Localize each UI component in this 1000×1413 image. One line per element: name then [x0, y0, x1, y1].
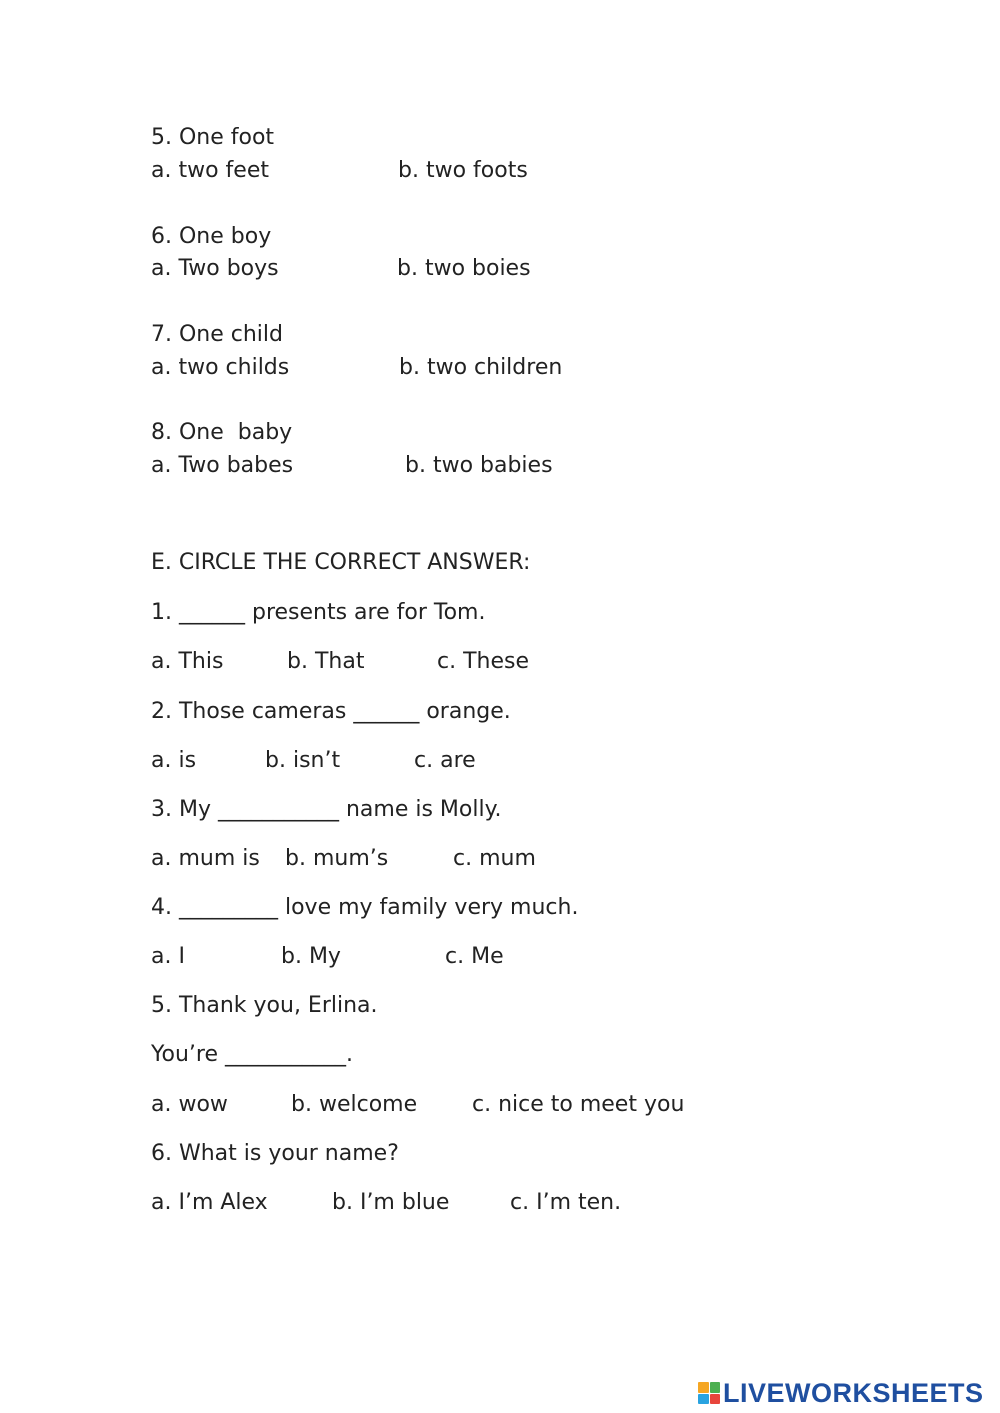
section-e-heading: E. CIRCLE THE CORRECT ANSWER: [151, 550, 531, 575]
e4-option-b[interactable]: b. My [281, 944, 341, 969]
e5-option-b[interactable]: b. welcome [291, 1092, 418, 1117]
question-7-option-b[interactable]: b. two children [399, 355, 563, 380]
question-7-option-a[interactable]: a. two childs [151, 355, 290, 380]
question-8-prompt: 8. One baby [151, 420, 293, 445]
question-5-option-a[interactable]: a. two feet [151, 158, 269, 183]
liveworksheets-logo-icon [698, 1382, 720, 1404]
liveworksheets-brand: LIVEWORKSHEETS [723, 1377, 984, 1408]
e3-option-a[interactable]: a. mum is [151, 846, 260, 871]
question-5-prompt: 5. One foot [151, 125, 275, 150]
e3-option-b[interactable]: b. mum’s [285, 846, 389, 871]
e1-option-c[interactable]: c. These [437, 649, 529, 674]
question-7-prompt: 7. One child [151, 322, 283, 347]
e6-option-c[interactable]: c. I’m ten. [510, 1190, 622, 1215]
question-8-option-a[interactable]: a. Two babes [151, 453, 294, 478]
e-question-2: 2. Those cameras ______ orange. [151, 699, 511, 724]
question-6-prompt: 6. One boy [151, 224, 272, 249]
question-8-option-b[interactable]: b. two babies [405, 453, 553, 478]
e-question-3: 3. My ___________ name is Molly. [151, 797, 502, 822]
e3-option-c[interactable]: c. mum [453, 846, 536, 871]
e-question-4: 4. _________ love my family very much. [151, 895, 579, 920]
e2-option-a[interactable]: a. is [151, 748, 197, 773]
e5-option-c[interactable]: c. nice to meet you [472, 1092, 685, 1117]
e1-option-a[interactable]: a. This [151, 649, 224, 674]
e2-option-b[interactable]: b. isn’t [265, 748, 341, 773]
e-question-1: 1. ______ presents are for Tom. [151, 600, 486, 625]
e-question-5: 5. Thank you, Erlina. [151, 993, 378, 1018]
question-5-option-b[interactable]: b. two foots [398, 158, 528, 183]
e6-option-b[interactable]: b. I’m blue [332, 1190, 450, 1215]
e5-option-a[interactable]: a. wow [151, 1092, 228, 1117]
e4-option-c[interactable]: c. Me [445, 944, 504, 969]
e-question-6: 6. What is your name? [151, 1141, 399, 1166]
e1-option-b[interactable]: b. That [287, 649, 365, 674]
question-6-option-b[interactable]: b. two boies [397, 256, 531, 281]
liveworksheets-logo [698, 1378, 984, 1408]
e4-option-a[interactable]: a. I [151, 944, 185, 969]
e-question-5-line-2: You’re ___________. [151, 1042, 353, 1067]
e6-option-a[interactable]: a. I’m Alex [151, 1190, 268, 1215]
question-6-option-a[interactable]: a. Two boys [151, 256, 279, 281]
e2-option-c[interactable]: c. are [414, 748, 476, 773]
